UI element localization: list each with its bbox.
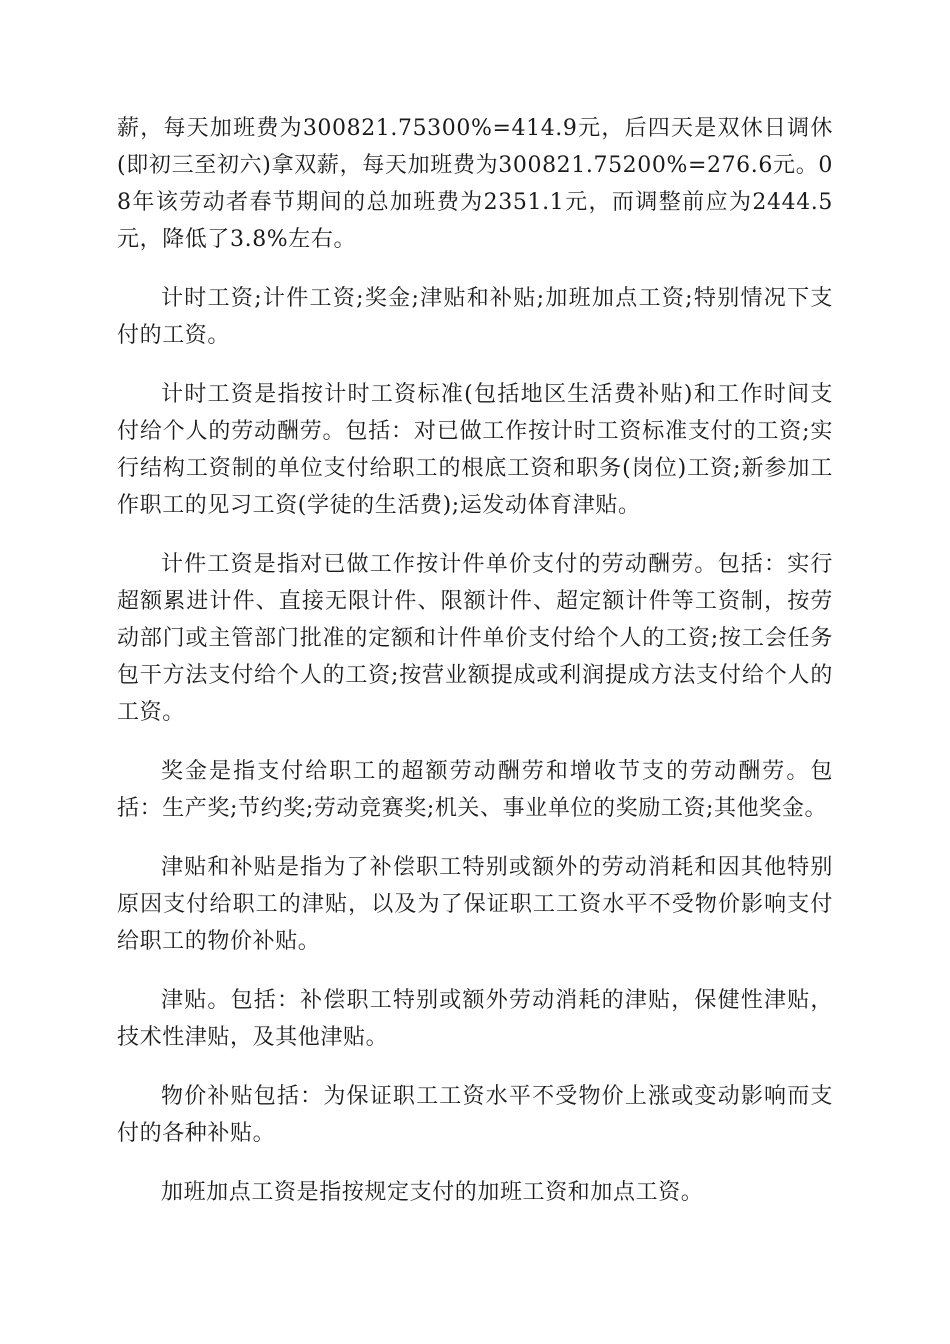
paragraph-overtime-wage: 加班加点工资是指按规定支付的加班工资和加点工资。: [161, 1180, 704, 1205]
paragraph-bonus: 奖金是指支付给职工的超额劳动酬劳和增收节支的劳动酬劳。包括：生产奖;节约奖;劳动竞赛奖;机关、事业单位的奖励工资;其他奖金。: [117, 759, 833, 821]
paragraph-overtime-calculation: 薪，每天加班费为300821.75300%=414.9元，后四天是双休日调休(即初三至初六)拿双薪，每天加班费为300821.75200%=276.6元。08年该劳动者春节期间的总加班费为2351.1元，而调整前应为2444.5元，降低了3.8%左右。: [117, 116, 833, 252]
paragraph-allowances: 津贴。包括：补偿职工特别或额外劳动消耗的津贴，保健性津贴，技术性津贴，及其他津贴。: [117, 988, 833, 1050]
paragraph-wage-components: 计时工资;计件工资;奖金;津贴和补贴;加班加点工资;特别情况下支付的工资。: [117, 286, 833, 348]
paragraph-piece-wage: 计件工资是指对已做工作按计件单价支付的劳动酬劳。包括：实行超额累进计件、直接无限计件、限额计件、超定额计件等工资制，按劳动部门或主管部门批准的定额和计件单价支付给个人的工资;按工会任务包干方法支付给个人的工资;按营业额提成或利润提成方法支付给个人的工资。: [117, 552, 833, 725]
document-body: [117, 110, 833, 1233]
paragraph-price-subsidies: 物价补贴包括：为保证职工工资水平不受物价上涨或变动影响而支付的各种补贴。: [117, 1084, 833, 1146]
paragraph-allowances-subsidies: 津贴和补贴是指为了补偿职工特别或额外的劳动消耗和因其他特别原因支付给职工的津贴，以及为了保证职工工资水平不受物价影响支付给职工的物价补贴。: [117, 855, 833, 954]
paragraph-time-wage: 计时工资是指按计时工资标准(包括地区生活费补贴)和工作时间支付给个人的劳动酬劳。包括：对已做工作按计时工资标准支付的工资;实行结构工资制的单位支付给职工的根底工资和职务(岗位)工资;新参加工作职工的见习工资(学徒的生活费);运发动体育津贴。: [117, 382, 833, 518]
